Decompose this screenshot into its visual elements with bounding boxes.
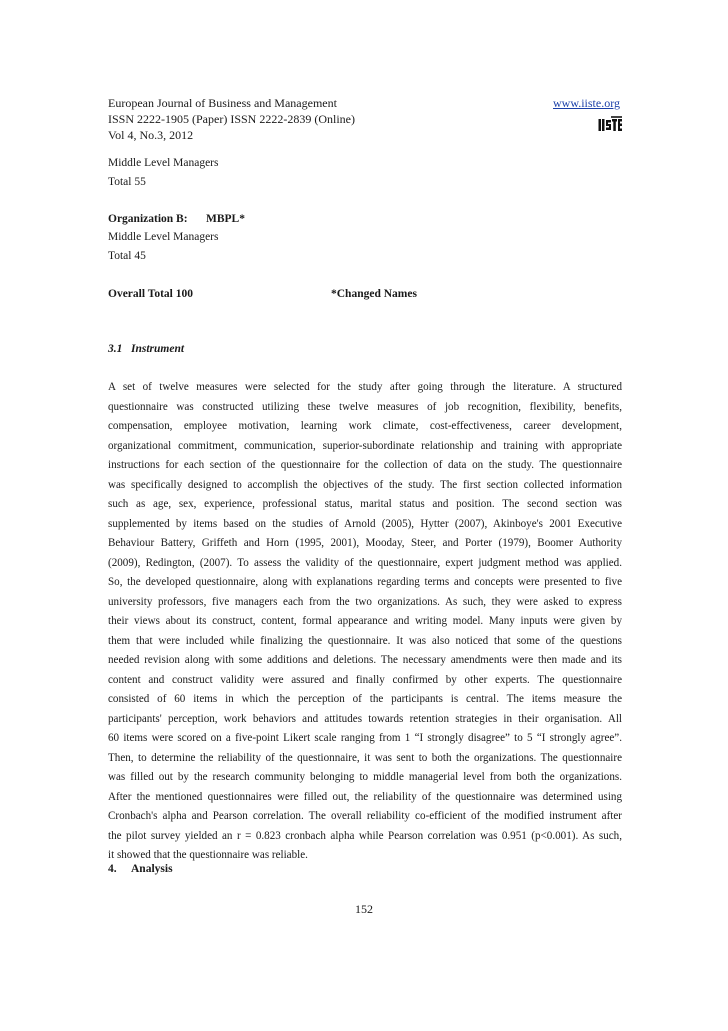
journal-url-link[interactable]: www.iiste.org	[553, 96, 620, 110]
instrument-paragraph	[108, 378, 622, 866]
paragraph-line: So, the developed questionnaire, along with explanations regarding terms and concepts were presented to five	[108, 576, 622, 588]
org-b-role: Middle Level Managers	[108, 231, 219, 243]
org-b-total: Total 45	[108, 250, 146, 262]
paragraph-line: supplemented by items based on the studies of Arnold (2005), Hytter (2007), Akinboye's 2001 Executive	[108, 517, 622, 530]
next-section-title: Analysis	[131, 863, 173, 875]
paragraph-line: such as age, sex, experience, professional status, marital status and position. The second section was	[108, 498, 622, 510]
paragraph-line: was specifically designed to accomplish the objectives of the study. The first section collected information	[108, 478, 622, 491]
changed-names-note: *Changed Names	[331, 288, 417, 300]
paragraph-line: questionnaire was constructed utilizing these twelve measures of job recognition, flexibility, benefits,	[108, 400, 622, 413]
paragraph-line: the pilot survey yielded an r = 0.823 cronbach alpha while Pearson correlation was 0.951 (p<0.001). As such,	[108, 829, 622, 842]
next-section-number: 4.	[108, 863, 117, 875]
journal-volume: Vol 4, No.3, 2012	[108, 128, 194, 142]
section-heading: 3.1 Instrument	[108, 343, 185, 355]
paragraph-line: After the mentioned questionnaires were filled out, the reliability of the questionnaire was determined using	[108, 790, 622, 803]
paragraph-line: participants' perception, work behaviors and attitudes towards retention strategies in their organisation. All	[108, 712, 622, 725]
org-a-role: Middle Level Managers	[108, 157, 219, 169]
iiste-logo	[598, 116, 622, 134]
org-b-label: Organization B:	[108, 213, 188, 225]
paragraph-line: A set of twelve measures were selected for the study after going through the literature. A structured	[108, 381, 622, 393]
journal-header	[108, 95, 355, 143]
paragraph-line: was filled out by the research community belonging to middle managerial level from both the organizations.	[108, 771, 622, 783]
paragraph-line: 60 items were scored on a five-point Likert scale ranging from 1 “I strongly disagree” to 5 “I strongly agree”.	[108, 732, 622, 744]
paragraph-line: compensation, employee motivation, learning work climate, cost-effectiveness, career development,	[108, 420, 622, 432]
paragraph-line: Then, to determine the reliability of the questionnaire, it was sent to both the organizations. The questionnaire	[108, 751, 622, 764]
org-a-total: Total 55	[108, 176, 146, 188]
journal-title: European Journal of Business and Management	[108, 96, 337, 110]
paragraph-line: them that were included while finalizing the questionnaire. It was also noticed that some of the questions	[108, 634, 622, 647]
paragraph-line: university professors, five managers each from the two organizations. As such, they were asked to express	[108, 595, 622, 608]
paragraph-line: Behaviour Battery, Griffeth and Horn (1995, 2001), Mooday, Steer, and Porter (1979), Boomer Authority	[108, 537, 622, 549]
org-b-name: MBPL*	[206, 213, 245, 225]
paragraph-line: organizational commitment, communication, superior-subordinate relationship and training with appropriate	[108, 439, 622, 452]
paragraph-line: it showed that the questionnaire was reliable.	[108, 849, 308, 861]
paragraph-line: instructions for each section of the questionnaire for the collection of data on the study. The questionnaire	[108, 459, 622, 471]
paragraph-line: Cronbach's alpha and Pearson correlation. The overall reliability co-efficient of the modified instrument after	[108, 810, 622, 822]
journal-issn: ISSN 2222-1905 (Paper) ISSN 2222-2839 (Online)	[108, 112, 355, 126]
paragraph-line: (2009), Redington, (2007). To assess the validity of the questionnaire, expert judgment method was applied.	[108, 556, 622, 569]
paragraph-line: consisted of 60 items in which the perception of the participants is central. The items measure the	[108, 693, 622, 705]
paragraph-line: their views about its construct, content, formal appearance and writing model. Many inputs were given by	[108, 615, 622, 627]
overall-total: Overall Total 100	[108, 288, 193, 300]
paragraph-line: content and construct validity were assured and finally confirmed by other experts. The questionnaire	[108, 673, 622, 686]
paragraph-line: needed revision along with some additions and deletions. The necessary amendments were then made and its	[108, 654, 622, 666]
page-number: 152	[355, 902, 373, 916]
